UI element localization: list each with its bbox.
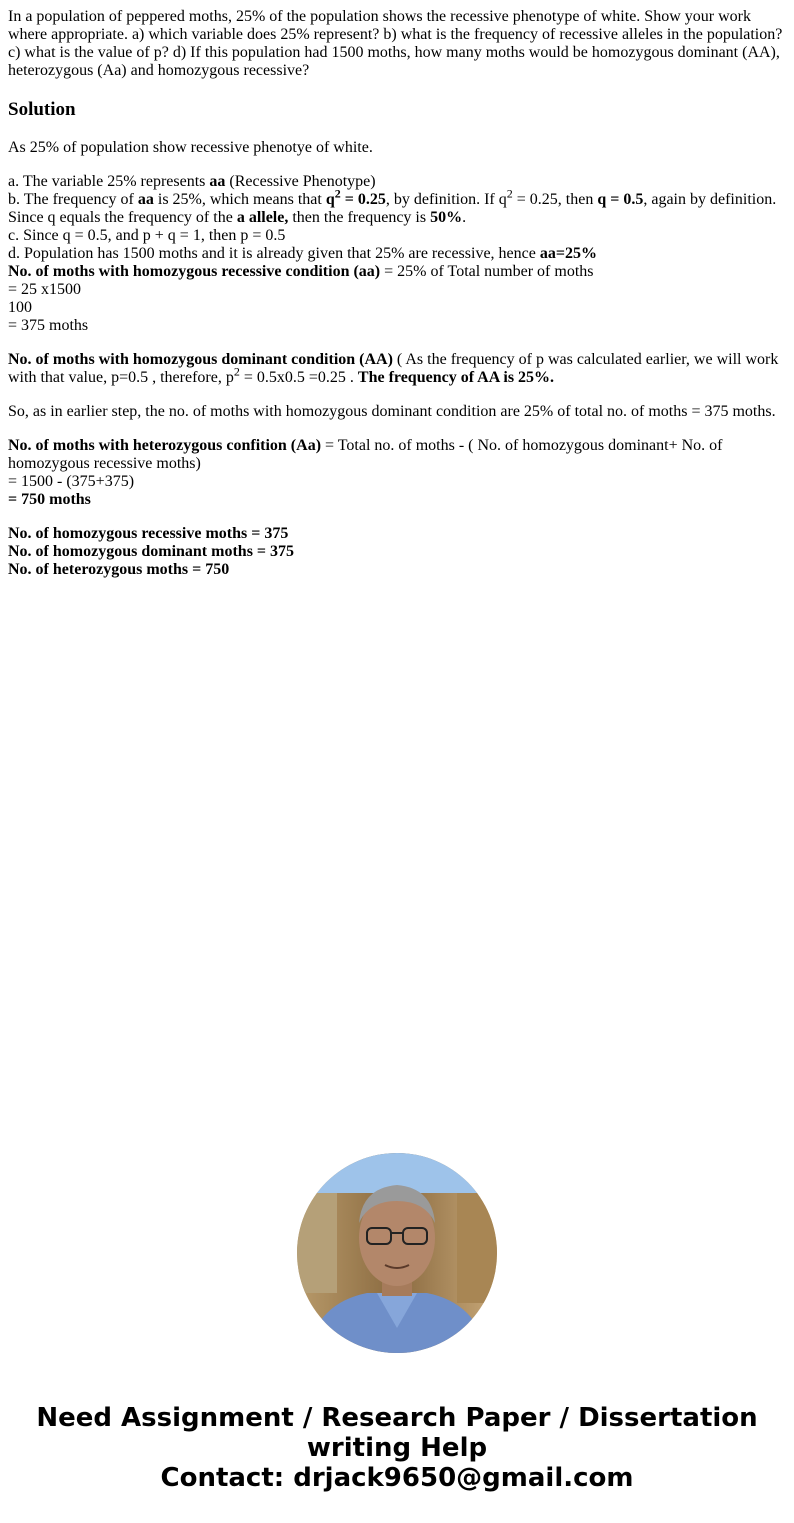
footer-line-1: Need Assignment / Research Paper / Dissertation — [36, 1403, 758, 1433]
summary-dominant: No. of homozygous dominant moths = 375 — [8, 543, 295, 560]
intro-text: As 25% of population show recessive phenotye of white. — [8, 139, 373, 156]
part-a: a. The variable 25% represents aa (Recessive Phenotype) — [8, 173, 376, 190]
summary — [8, 525, 786, 579]
dominant-calculation: No. of moths with homozygous dominant condition (AA) ( As the frequency of p was calculated earlier, we will work with that value, p=0.5 , therefore, $p^2 = 0.5x0.5 =0.25$ . The frequency of AA is 25%. — [8, 351, 779, 386]
contact-footer — [0, 1403, 794, 1493]
author-photo — [297, 1153, 497, 1353]
document-content — [8, 8, 786, 595]
footer-line-2: writing Help — [306, 1433, 488, 1463]
author-avatar — [297, 1153, 497, 1353]
part-d: d. Population has 1500 moths and it is already given that 25% are recessive, hence aa=25% — [8, 245, 597, 262]
summary-heterozygous: No. of heterozygous moths = 750 — [8, 561, 230, 578]
heterozygous-calculation: No. of moths with heterozygous confition (Aa) = Total no. of moths - ( No. of homozygous dominant+ No. of homozygous recessive moths) = 1500 - (375+375) = 750 moths — [8, 437, 786, 509]
part-b: b. The frequency of aa is 25%, which means that $q^2 = 0.25$, by definition. If $q^2 = 0.25$, then q = 0.5, again by definition. Since q equals the frequency of the a allele, then the frequency is 50%. — [8, 186, 777, 226]
question-text: In a population of peppered moths, 25% of the population shows the recessive phenotype of white. Show your work where appropriate. a) which variable does 25% represent? b) what is the frequency of recessive alleles in the population? c) what is the value of p? d) If this population had 1500 moths, how many moths would be homozygous dominant (AA), heterozygous (Aa) and homozygous recessive? — [8, 8, 783, 79]
heterozygous-line-1: = 1500 - (375+375) — [8, 473, 135, 490]
footer-contact: Contact: drjack9650@gmail.com — [160, 1463, 634, 1493]
aa-calc-line-1: = 25 x1500 — [8, 281, 82, 298]
heterozygous-line-2: = 750 moths — [8, 491, 91, 508]
aa-calc-line-2: 100 — [8, 299, 32, 316]
summary-recessive: No. of homozygous recessive moths = 375 — [8, 525, 289, 542]
aa-calc-line-3: = 375 moths — [8, 317, 89, 334]
answers-block — [8, 173, 786, 335]
part-c: c. Since q = 0.5, and p + q = 1, then p = 0.5 — [8, 227, 286, 244]
aa-calculation: No. of moths with homozygous recessive condition (aa) = 25% of Total number of moths — [8, 263, 594, 280]
dominant-result: So, as in earlier step, the no. of moths with homozygous dominant condition are 25% of total no. of moths = 375 moths. — [8, 403, 776, 420]
solution-heading: Solution — [8, 99, 76, 120]
